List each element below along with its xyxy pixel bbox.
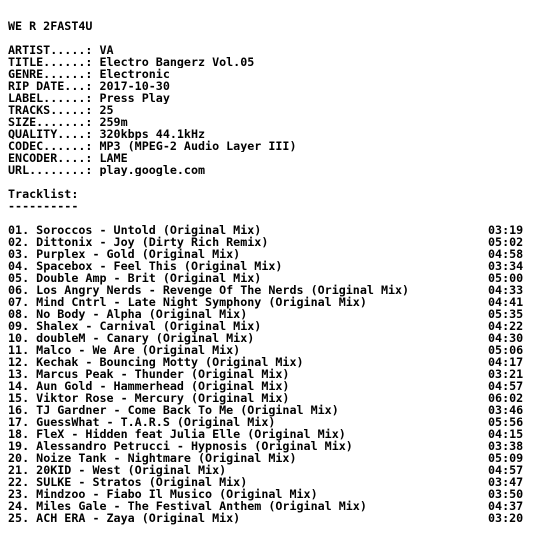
track-title: Aun Gold - Hammerhead (Original Mix): [36, 379, 290, 393]
track-duration: 04:15: [488, 427, 524, 441]
info-row: [8, 104, 532, 116]
track-title: Mind Cntrl - Late Night Symphony (Original Mix): [36, 295, 367, 309]
track-duration: 04:57: [488, 463, 524, 477]
track-title: Malco - We Are (Original Mix): [36, 343, 241, 357]
track-number: 03.: [8, 247, 37, 261]
track-number: 11.: [8, 343, 37, 357]
track-number: 14.: [8, 379, 37, 393]
info-value: 259m: [99, 116, 128, 128]
track-number: 09.: [8, 319, 37, 333]
track-number: 24.: [8, 499, 37, 513]
track-number: 23.: [8, 487, 37, 501]
track-title: 20KID - West (Original Mix): [36, 463, 227, 477]
info-key: URL........:: [8, 164, 100, 176]
info-value: 2017-10-30: [99, 80, 170, 92]
info-key: SIZE.......:: [8, 116, 100, 128]
track-title: Los Angry Nerds - Revenge Of The Nerds (Original Mix): [36, 283, 410, 297]
track-duration: 03:34: [488, 259, 524, 273]
track-duration: 04:37: [488, 499, 524, 513]
track-duration: 04:57: [488, 379, 524, 393]
track-number: 18.: [8, 427, 37, 441]
release-title: WE R 2FAST4U: [8, 20, 93, 32]
track-number: 08.: [8, 307, 37, 321]
track-title: doubleM - Canary (Original Mix): [36, 331, 255, 345]
track-number: 07.: [8, 295, 37, 309]
info-row: [8, 140, 532, 152]
track-duration: 05:00: [488, 271, 524, 285]
track-number: 02.: [8, 235, 37, 249]
info-key: TRACKS.....:: [8, 104, 100, 116]
tracklist-heading: Tracklist:: [8, 188, 79, 200]
track-title: TJ Gardner - Come Back To Me (Original Mix): [36, 403, 339, 417]
track-duration: 04:17: [488, 355, 524, 369]
nfo-document: [8, 20, 532, 524]
track-duration: 04:30: [488, 331, 524, 345]
info-key: LABEL......:: [8, 92, 100, 104]
track-duration: 03:50: [488, 487, 524, 501]
track-title: Noize Tank - Nightmare (Original Mix): [36, 451, 297, 465]
track-number: 05.: [8, 271, 37, 285]
info-value: Electro Bangerz Vol.05: [99, 56, 255, 68]
track-title: GuessWhat - T.A.R.S (Original Mix): [36, 415, 276, 429]
info-row: [8, 128, 532, 140]
track-number: 21.: [8, 463, 37, 477]
track-duration: 04:33: [488, 283, 524, 297]
track-duration: 06:02: [488, 391, 524, 405]
track-title: Spacebox - Feel This (Original Mix): [36, 259, 283, 273]
track-duration: 04:22: [488, 319, 524, 333]
track-title: SULKE - Stratos (Original Mix): [36, 475, 248, 489]
track-title: Double Amp - Brit (Original Mix): [36, 271, 262, 285]
track-title: Viktor Rose - Mercury (Original Mix): [36, 391, 290, 405]
track-duration: 03:19: [488, 223, 524, 237]
track-duration: 05:56: [488, 415, 524, 429]
info-value: play.google.com: [99, 164, 206, 176]
track-number: 06.: [8, 283, 37, 297]
track-number: 01.: [8, 223, 37, 237]
track-duration: 03:20: [488, 511, 524, 525]
info-value: LAME: [99, 152, 128, 164]
info-key: GENRE......:: [8, 68, 100, 80]
track-title: ACH ERA - Zaya (Original Mix): [36, 511, 241, 525]
info-key: RIP DATE...:: [8, 80, 100, 92]
info-key: QUALITY....:: [8, 128, 100, 140]
track-duration: 05:35: [488, 307, 524, 321]
track-title: Alessandro Petrucci - Hypnosis (Original Mix): [36, 439, 353, 453]
info-row: [8, 152, 532, 164]
track-title: Marcus Peak - Thunder (Original Mix): [36, 367, 290, 381]
info-row: [8, 68, 532, 80]
track-title: No Body - Alpha (Original Mix): [36, 307, 248, 321]
tracklist-underline: ----------: [8, 200, 79, 212]
track-duration: 03:38: [488, 439, 524, 453]
info-value: Electronic: [99, 68, 170, 80]
info-row: [8, 44, 532, 56]
info-value: Press Play: [99, 92, 170, 104]
track-title: FleX - Hidden feat Julia Elle (Original Mix): [36, 427, 346, 441]
track-title: Purplex - Gold (Original Mix): [36, 247, 241, 261]
track-duration: 04:58: [488, 247, 524, 261]
info-key: TITLE......:: [8, 56, 100, 68]
track-row: [8, 512, 532, 524]
track-number: 10.: [8, 331, 37, 345]
track-duration: 03:21: [488, 367, 524, 381]
info-row: [8, 164, 532, 176]
info-value: 25: [99, 104, 114, 116]
spacer: [8, 32, 532, 44]
tracklist: [8, 224, 532, 524]
track-duration: 05:06: [488, 343, 524, 357]
track-number: 17.: [8, 415, 37, 429]
track-number: 13.: [8, 367, 37, 381]
track-number: 04.: [8, 259, 37, 273]
info-value: 320kbps 44.1kHz: [99, 128, 206, 140]
track-duration: 05:09: [488, 451, 524, 465]
info-key: ENCODER....:: [8, 152, 100, 164]
track-number: 22.: [8, 475, 37, 489]
track-number: 20.: [8, 451, 37, 465]
info-key: CODEC......:: [8, 140, 100, 152]
info-row: [8, 92, 532, 104]
track-number: 25.: [8, 511, 37, 525]
track-title: Kechak - Bouncing Motty (Original Mix): [36, 355, 304, 369]
info-key: ARTIST.....:: [8, 44, 100, 56]
info-value: MP3 (MPEG-2 Audio Layer III): [99, 140, 297, 152]
track-number: 19.: [8, 439, 37, 453]
track-number: 15.: [8, 391, 37, 405]
track-title: Mindzoo - Fiabo Il Musico (Original Mix): [36, 487, 318, 501]
track-duration: 03:47: [488, 475, 524, 489]
track-title: Miles Gale - The Festival Anthem (Original Mix): [36, 499, 367, 513]
track-title: Shalex - Carnival (Original Mix): [36, 319, 262, 333]
info-row: [8, 80, 532, 92]
info-row: [8, 56, 532, 68]
info-row: [8, 116, 532, 128]
track-duration: 04:41: [488, 295, 524, 309]
release-info-block: [8, 44, 532, 176]
track-duration: 03:46: [488, 403, 524, 417]
spacer: [8, 176, 532, 188]
track-duration: 05:02: [488, 235, 524, 249]
track-title: Soroccos - Untold (Original Mix): [36, 223, 262, 237]
track-number: 12.: [8, 355, 37, 369]
track-title: Dittonix - Joy (Dirty Rich Remix): [36, 235, 269, 249]
info-value: VA: [99, 44, 114, 56]
track-number: 16.: [8, 403, 37, 417]
